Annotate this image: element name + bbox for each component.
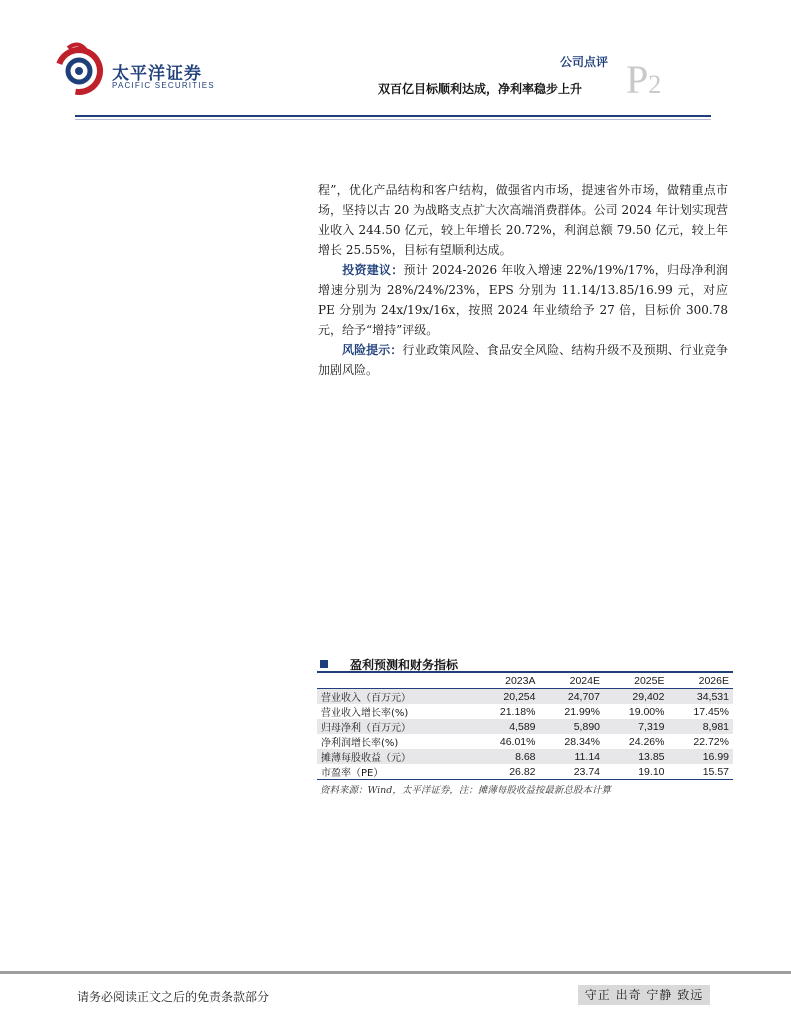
table-cell: 7,319 <box>604 719 669 734</box>
table-cell: 22.72% <box>693 735 729 748</box>
table-cell: 19.10 <box>604 764 669 780</box>
table-title-text: 盈利预测和财务指标 <box>350 658 459 672</box>
table-cell: 46.01% <box>499 735 536 748</box>
row-label: 营业收入增长率(%) <box>321 708 409 719</box>
risk-warning <box>318 340 728 380</box>
investment-advice-text: 预计 2024-2026 年收入增速 22%/19%/17%，归母净利润增速分别为 28%/24%/23%，EPS 分别为 11.14/13.85/16.99 元，对应 PE 分别为 24x/19x/16x，按照 2024 年业绩给予 27 倍，目标价 300.78 元，给予“增持”评级。 <box>318 263 728 337</box>
row-label: 摊薄每股收益（元） <box>317 749 475 764</box>
table-cell: 29,402 <box>604 689 669 705</box>
table-cell: 5,890 <box>540 719 605 734</box>
table-cell: 4,589 <box>475 719 540 734</box>
table-cell: 20,254 <box>475 689 540 705</box>
table-row <box>317 749 733 764</box>
table-header-cell: 2024E <box>540 672 605 689</box>
page-letter: P <box>626 57 649 102</box>
table-row <box>317 734 733 749</box>
table-cell: 11.14 <box>540 749 605 764</box>
table-cell: 26.82 <box>475 764 540 780</box>
risk-warning-text: 行业政策风险、食品安全风险、结构升级不及预期、行业竞争加剧风险。 <box>318 343 728 377</box>
table-row <box>317 764 733 780</box>
table-cell: 8,981 <box>669 719 734 734</box>
table-cell: 17.45% <box>693 705 729 718</box>
table-source-note: 资料来源：Wind，太平洋证券，注：摊薄每股收益按最新总股本计算 <box>320 785 611 796</box>
report-type: 公司点评 <box>560 55 609 69</box>
table-cell: 16.99 <box>669 749 734 764</box>
table-row <box>317 719 733 734</box>
header-divider-thin <box>75 119 711 120</box>
row-label: 营业收入（百万元） <box>317 689 475 705</box>
brand-name-en: PACIFIC SECURITIES <box>112 81 215 90</box>
page-digit: 2 <box>648 70 662 99</box>
table-cell: 34,531 <box>669 689 734 705</box>
table-header-cell: 2025E <box>604 672 669 689</box>
company-logo <box>52 42 106 96</box>
body-text <box>318 180 728 380</box>
table-header-cell: 2023A <box>475 672 540 689</box>
report-title: 双百亿目标顺利达成，净利率稳步上升 <box>378 82 583 96</box>
table-cell: 13.85 <box>604 749 669 764</box>
table-row <box>317 704 733 719</box>
footer-disclaimer: 请务必阅读正文之后的免责条款部分 <box>77 990 270 1004</box>
table-row <box>317 689 733 705</box>
footer-motto: 守正 出奇 宁静 致远 <box>578 985 710 1005</box>
table-header-cell: 2026E <box>669 672 734 689</box>
footer-divider <box>0 971 791 974</box>
table-cell: 24,707 <box>540 689 605 705</box>
table-cell: 21.99% <box>564 705 600 718</box>
investment-advice <box>318 260 728 340</box>
table-cell: 19.00% <box>628 705 665 718</box>
financial-table <box>317 671 733 780</box>
investment-advice-label: 投资建议： <box>342 263 404 277</box>
row-label: 归母净利（百万元） <box>317 719 475 734</box>
table-cell: 8.68 <box>475 749 540 764</box>
brand-name-cn: 太平洋证券 <box>112 64 202 84</box>
table-cell: 21.18% <box>499 705 536 718</box>
risk-warning-label: 风险提示： <box>342 343 403 357</box>
row-label: 净利润增长率(%) <box>321 738 399 749</box>
body-paragraph: 程”，优化产品结构和客户结构，做强省内市场，提速省外市场，做精重点市场，坚持以古 20 为战略支点扩大次高端消费群体。公司 2024 年计划实现营业收入 244.50 亿元，较上年增长 20.72%，利润总额 79.50 亿元，较上年增长 25.55%，目标有望顺利达成。 <box>318 183 728 257</box>
header-divider <box>75 115 711 117</box>
row-label: 市盈率（PE） <box>317 764 475 780</box>
table-header-row <box>317 672 733 689</box>
table-cell: 24.26% <box>628 735 665 748</box>
page-number <box>626 57 662 102</box>
table-cell: 23.74 <box>540 764 605 780</box>
table-cell: 28.34% <box>564 735 600 748</box>
table-header-cell <box>317 672 475 689</box>
table-cell: 15.57 <box>669 764 734 780</box>
square-bullet-icon <box>320 660 328 668</box>
